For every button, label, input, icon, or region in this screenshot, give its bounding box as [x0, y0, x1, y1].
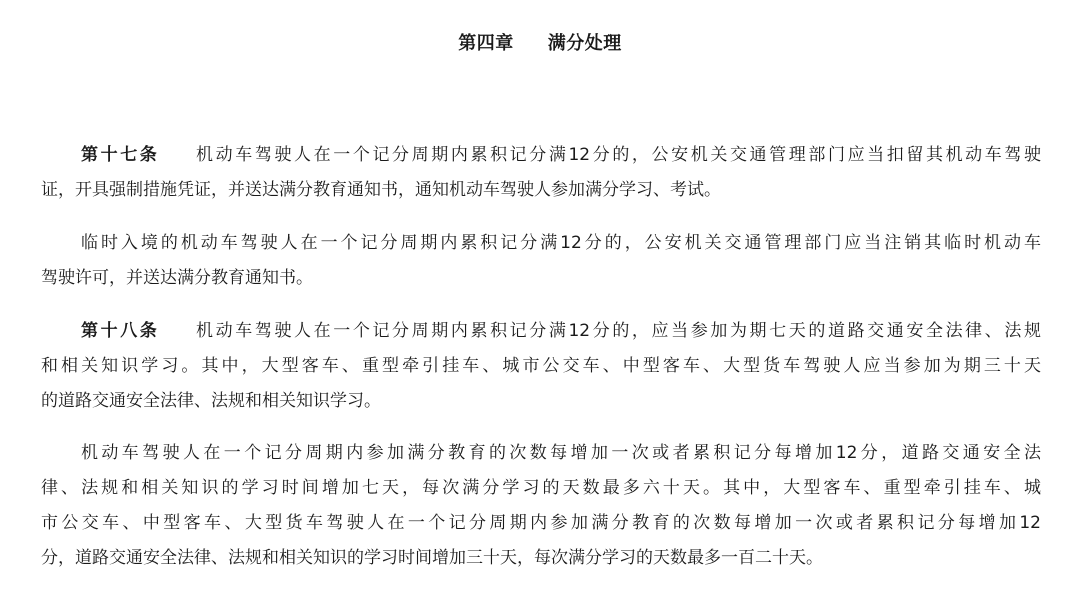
paragraph-line: 第十八条 机动车驾驶人在一个记分周期内累积记分满12分的，应当参加为期七天的道路交通安全法律、法规 — [81, 321, 1041, 341]
paragraph-line: 证，开具强制措施凭证，并送达满分教育通知书，通知机动车驾驶人参加满分学习、考试。 — [41, 180, 721, 200]
chapter-heading — [0, 30, 1080, 58]
paragraph-line: 临时入境的机动车驾驶人在一个记分周期内累积记分满12分的，公安机关交通管理部门应当注销其临时机动车 — [81, 233, 1041, 253]
article-18-paragraph — [41, 314, 1041, 419]
paragraph-line: 市公交车、中型客车、大型货车驾驶人在一个记分周期内参加满分教育的次数每增加一次或者累积记分每增加12 — [41, 513, 1041, 533]
paragraph-line: 的道路交通安全法律、法规和相关知识学习。 — [41, 391, 381, 411]
paragraph-line: 分，道路交通安全法律、法规和相关知识的学习时间增加三十天，每次满分学习的天数最多一百二十天。 — [41, 548, 823, 568]
chapter-number: 第四章 — [458, 33, 514, 54]
article-17-paragraph — [41, 138, 1041, 208]
paragraph-line: 律、法规和相关知识的学习时间增加七天，每次满分学习的天数最多六十天。其中，大型客车、重型牵引挂车、城 — [41, 478, 1041, 498]
repeat-offense-paragraph — [41, 436, 1041, 576]
paragraph-line: 机动车驾驶人在一个记分周期内参加满分教育的次数每增加一次或者累积记分每增加12分，道路交通安全法 — [81, 443, 1041, 463]
paragraph-line: 驾驶许可，并送达满分教育通知书。 — [41, 268, 313, 288]
chapter-title: 满分处理 — [547, 33, 622, 54]
article-number: 第十八条 — [81, 321, 160, 341]
article-number: 第十七条 — [81, 145, 160, 165]
temporary-entry-paragraph — [41, 226, 1041, 296]
paragraph-line: 和相关知识学习。其中，大型客车、重型牵引挂车、城市公交车、中型客车、大型货车驾驶人应当参加为期三十天 — [41, 356, 1041, 376]
paragraph-line: 第十七条 机动车驾驶人在一个记分周期内累积记分满12分的，公安机关交通管理部门应当扣留其机动车驾驶 — [81, 145, 1041, 165]
